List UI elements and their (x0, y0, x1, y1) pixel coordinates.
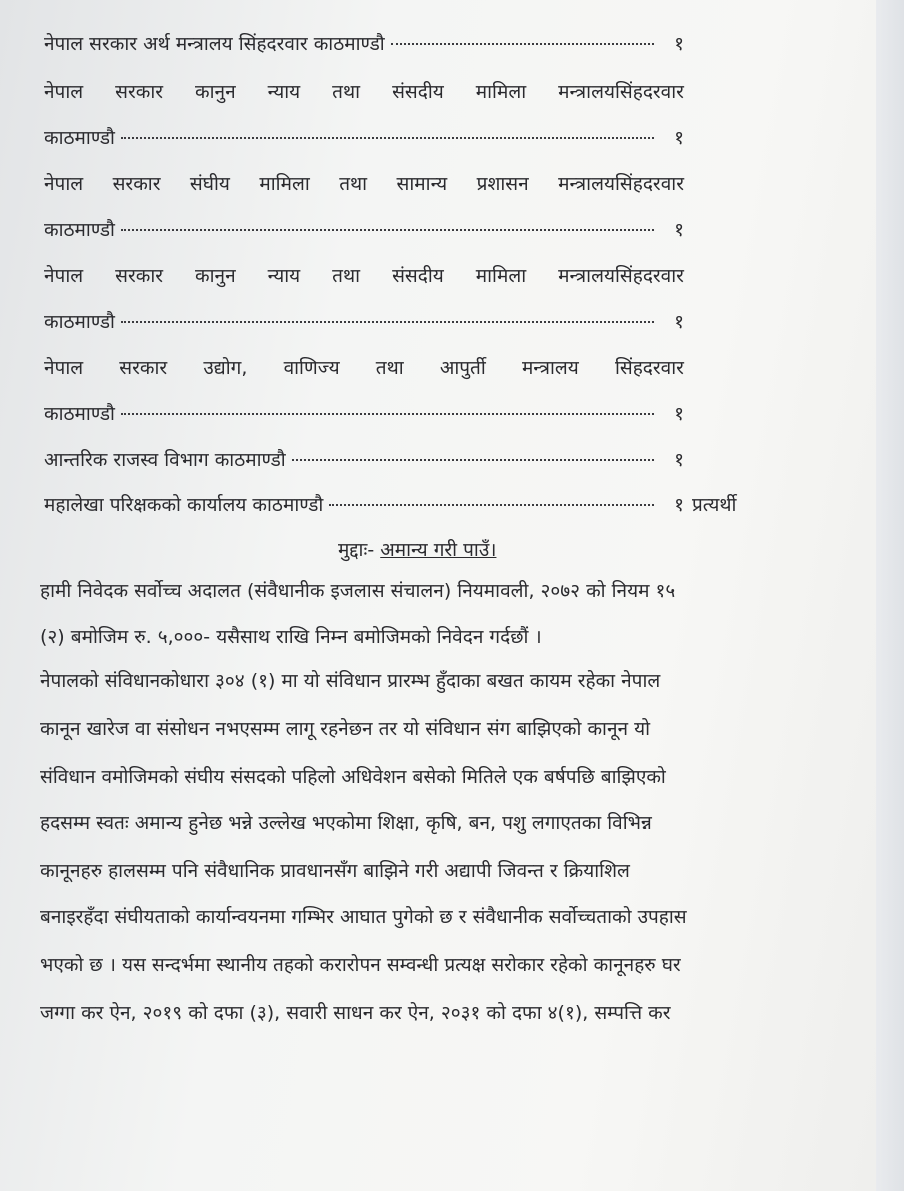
page-edge (876, 0, 904, 1191)
body-line: हदसम्म स्वतः अमान्य हुनेछ भन्ने उल्लेख भएकोमा शिक्षा, कृषि, बन, पशु लगाएतका विभिन्न (40, 812, 652, 834)
word: न्याय (267, 81, 301, 103)
word: प्रशासन (476, 173, 529, 195)
respondent-entry (44, 491, 684, 517)
word: सरकार (112, 173, 161, 195)
respondent-city: काठमाण्डौ (44, 127, 115, 149)
word: सरकार (115, 81, 164, 103)
word: तथा (332, 81, 361, 103)
word: सरकार (115, 265, 164, 287)
respondent-name: महालेखा परिक्षकको कार्यालय काठमाण्डौ (44, 494, 324, 516)
dot-leader (292, 459, 654, 461)
word: आपुर्ती (439, 357, 486, 379)
respondent-city: काठमाण्डौ (44, 403, 115, 425)
respondent-number: १ (674, 127, 684, 149)
respondent-entry (44, 78, 684, 150)
dot-leader (121, 137, 654, 139)
dot-leader (121, 229, 654, 231)
word: न्याय (267, 265, 301, 287)
word: तथा (375, 357, 404, 379)
word: मामिला (259, 173, 310, 195)
word: तथा (339, 173, 368, 195)
dot-leader (391, 43, 654, 45)
dot-leader (121, 413, 654, 415)
word: तथा (332, 265, 361, 287)
subject-text: अमान्य गरी पाउँ। (380, 539, 497, 561)
word: कानुन (195, 265, 236, 287)
word: मामिला (475, 265, 527, 287)
respondent-entry (44, 262, 684, 334)
word: मन्त्रालयसिंहदरवार (558, 173, 684, 195)
respondent-number: १ (674, 449, 684, 471)
word: मन्त्रालयसिंहदरवार (558, 265, 684, 287)
party-label: प्रत्यर्थी (692, 494, 737, 516)
respondent-entry (44, 354, 684, 426)
body-line: संविधान वमोजिमको संघीय संसदको पहिलो अधिवेशन बसेको मितिले एक बर्षपछि बाझिएको (40, 766, 666, 788)
respondent-city: काठमाण्डौ (44, 311, 115, 333)
respondent-number: १ (674, 311, 684, 333)
respondent-name-line (44, 170, 684, 196)
respondent-name-line (44, 262, 684, 288)
word: सामान्य (396, 173, 448, 195)
respondent-number: १ (674, 33, 684, 55)
word: नेपाल (44, 81, 84, 103)
word: मन्त्रालय (521, 357, 579, 379)
subject-prefix: मुद्दाः- (338, 539, 375, 561)
body-line: कानूनहरु हालसम्म पनि संवैधानिक प्रावधानसँग बाझिने गरी अद्यापी जिवन्त र क्रियाशिल (40, 860, 630, 882)
body-line: नेपालको संविधानकोधारा ३०४ (१) मा यो संविधान प्रारम्भ हुँदाका बखत कायम रहेका नेपाल (40, 670, 661, 692)
body-line: भएको छ । यस सन्दर्भमा स्थानीय तहको करारोपन सम्वन्धी प्रत्यक्ष सरोकार रहेको कानूनहरु घर (40, 954, 681, 976)
dot-leader (329, 504, 654, 506)
word: संसदीय (392, 265, 444, 287)
word: नेपाल (44, 173, 84, 195)
respondent-city: काठमाण्डौ (44, 219, 115, 241)
word: कानुन (195, 81, 236, 103)
body-line: बनाइरहँदा संघीयताको कार्यान्वयनमा गम्भिर आघात पुगेको छ र संवैधानीक सर्वोच्चताको उपहास (40, 906, 687, 928)
respondent-number: १ (674, 494, 684, 516)
respondent-name: आन्तरिक राजस्व विभाग काठमाण्डौ (44, 449, 286, 471)
word: संघीय (189, 173, 230, 195)
word: सरकार (119, 357, 168, 379)
body-line: कानून खारेज वा संसोधन नभएसम्म लागू रहनेछन तर यो संविधान संग बाझिएको कानून यो (40, 718, 651, 740)
word: नेपाल (44, 357, 84, 379)
word: नेपाल (44, 265, 84, 287)
respondent-name-line (44, 354, 684, 380)
body-line: जग्गा कर ऐन, २०१९ को दफा (३), सवारी साधन कर ऐन, २०३१ को दफा ४(१), सम्पत्ति कर (40, 1002, 671, 1024)
respondent-number: १ (674, 219, 684, 241)
word: सिंहदरवार (614, 357, 684, 379)
word: वाणिज्य (283, 357, 340, 379)
respondent-entry (44, 30, 684, 56)
respondent-entry (44, 170, 684, 242)
word: मामिला (475, 81, 527, 103)
body-line: (२) बमोजिम रु. ५,०००- यसैसाथ राखि निम्न बमोजिमको निवेदन गर्दछौं । (40, 626, 542, 648)
word: उद्योग, (203, 357, 248, 379)
respondent-name-line (44, 78, 684, 104)
word: संसदीय (392, 81, 444, 103)
respondent-entry (44, 446, 684, 472)
respondent-number: १ (674, 403, 684, 425)
dot-leader (121, 321, 654, 323)
body-line: हामी निवेदक सर्वोच्च अदालत (संवैधानीक इजलास संचालन) नियमावली, २०७२ को नियम १५ (40, 580, 676, 602)
respondent-name: नेपाल सरकार अर्थ मन्त्रालय सिंहदरवार काठमाण्डौ (44, 33, 385, 55)
case-subject (338, 536, 496, 562)
word: मन्त्रालयसिंहदरवार (558, 81, 684, 103)
